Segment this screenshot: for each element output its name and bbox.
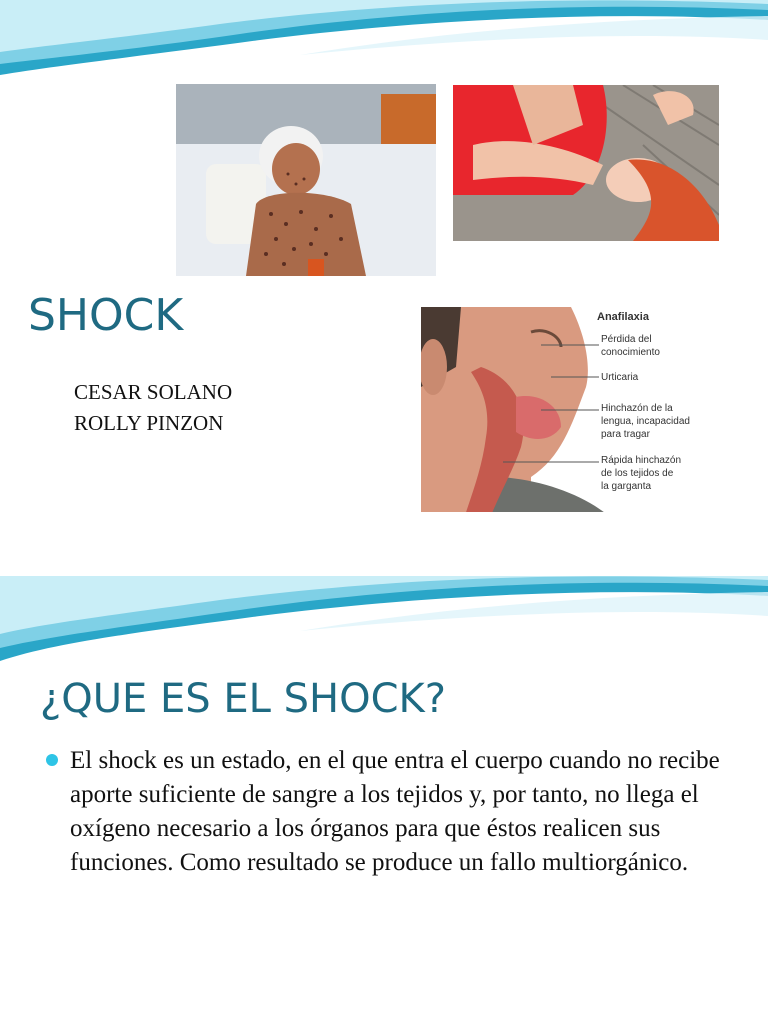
bullet-item: [46, 744, 726, 880]
photo-child-rash: [176, 84, 436, 276]
slide-title: ¿QUE ES EL SHOCK?: [40, 676, 446, 722]
diagram-label: Pérdida del: [601, 334, 652, 345]
diagram-label: Urticaria: [601, 372, 639, 383]
header-wave-decoration: [0, 0, 768, 90]
diagram-label: para tragar: [601, 429, 650, 440]
bullet-text: El shock es un estado, en el que entra el cuerpo cuando no recibe aporte suficiente de sangre a los tejidos y, por tanto, no llega el oxígeno necesario a los órganos para que éstos realicen sus funciones. Como resultado se produce un fallo multiorgánico.: [70, 747, 720, 876]
author-name: CESAR SOLANO: [74, 380, 233, 404]
photo-woman-recovery-position: [453, 85, 719, 241]
diagram-heading: Anafilaxia: [597, 311, 649, 323]
anaphylaxis-diagram: [421, 307, 706, 512]
diagram-label: Rápida hinchazón: [601, 455, 682, 466]
diagram-label: Hinchazón de la: [601, 403, 673, 414]
bullet-icon: [46, 754, 58, 766]
authors: [74, 377, 232, 439]
slide-2: [0, 576, 768, 1024]
header-wave-decoration: [0, 576, 768, 666]
diagram-label: lengua, incapacidad: [601, 416, 690, 427]
diagram-label: de los tejidos de: [601, 468, 674, 479]
diagram-label: conocimiento: [601, 347, 660, 358]
author-name: ROLLY PINZON: [74, 411, 224, 435]
slide-title: SHOCK: [28, 290, 184, 341]
diagram-label: la garganta: [601, 481, 652, 492]
